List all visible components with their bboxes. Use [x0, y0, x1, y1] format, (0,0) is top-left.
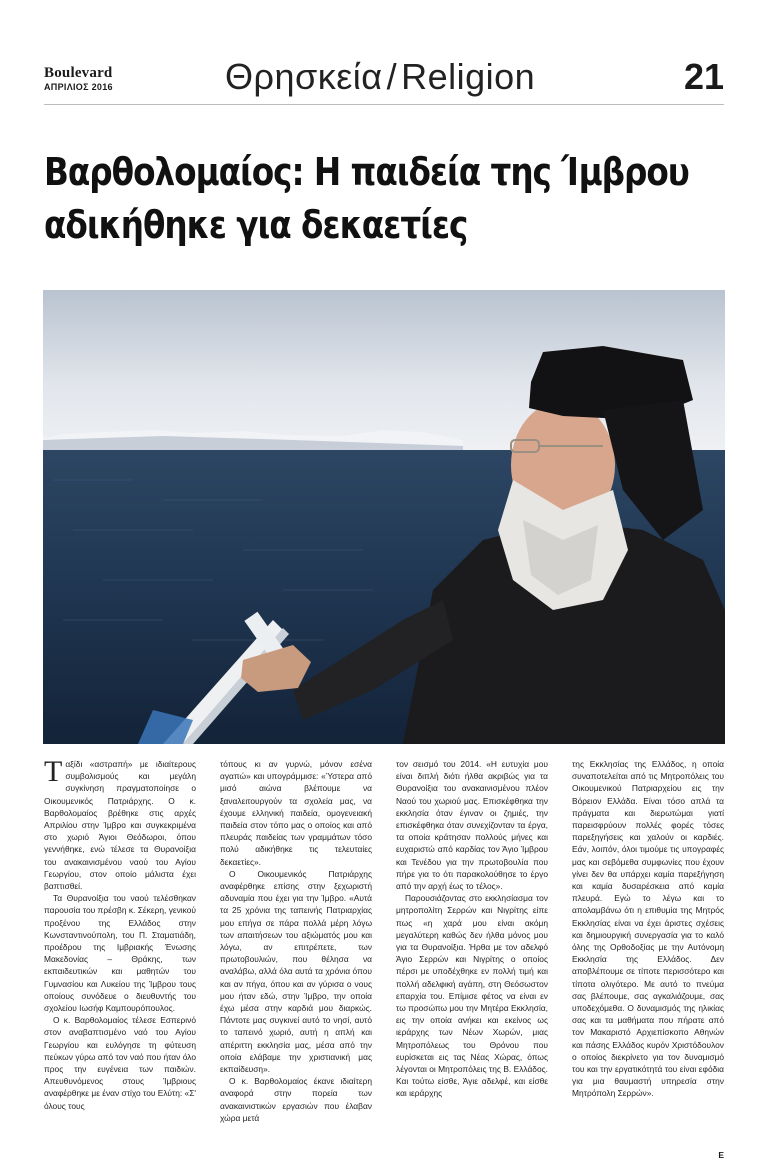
article-column-2: [220, 758, 372, 1124]
paragraph: Ο κ. Βαρθολομαίος έκανε ιδιαίτερη αναφορά στην πορεία των ανακαινιστικών εργασιών που έλαβαν χώρα μετά: [220, 1076, 372, 1123]
page-number: 21: [683, 56, 724, 97]
headline-line-1: Βαρθολομαίος: Η παιδεία της Ίμβρου: [44, 150, 689, 194]
article-photo: [43, 290, 725, 744]
paragraph: της Εκκλησίας της Ελλάδος, η οποία συναποτελείται από τις Μητροπόλεις του Οικουμενικού Πατριαρχείου εις την Βόρειον Ελλάδα. Είναι τόσο απλά τα πράγματα και διερωτώμαι γιατί παρεισφρύουν πολλές φορές τόσες παρεξηγήσεις και χαλούν οι καρδιές. Εάν, λοιπόν, όλοι τιμούμε τις υπογραφές μας και σεβόμεθα συμφωνίες που έχουν γίνει δεν θα υπάρχει καμία παρεξήγηση και καμία δυσαρέσκεια από καμία πλευρά. Εγώ το λέγω και το απολαμβάνω ότι η επιθυμία της Μητρός Εκκλησίας είναι να έχει άριστες σχέσεις και δημιουργική συνεργασία για το καλό όλης της Ορθοδοξίας με την Αυτόνομη Εκκλησία της Ελλάδος. Δεν αποβλέπουμε σε τίποτε περισσότερο και τίποτα ολιγότερο. Με αυτό το πνεύμα σας βλέπουμε, σας αγκαλιάζουμε, σας υποδεχόμεθα. Ο δυναμισμός της ηλικίας σας και τα μαθήματα που πήρατε από τον Μακαριστό Αρχιεπίσκοπο Αθηνών και πάσης Ελλάδος κυρόν Χριστόδουλον ο οποίος διεκρίνετο για τον δυναμισμό του και την εργατικότητά του είναι εφόδια για μια θαυμαστή υπηρεσία στην Μητρόπολη Σερρών».: [572, 759, 724, 1099]
paragraph: Ο κ. Βαρθολομαίος τέλεσε Εσπερινό στον αναβαπτισμένο ναό του Αγίου Γεωργίου και ευλόγησε τη φύτευση πεύκων γύρω από τον ναό που ήταν όλο προς την ευγένεια των παιδιών. Απευθυνόμενος στους Ίμβριους αναφέρθηκε με έναν στίχο του Ελύτη: «Σ' όλους τους: [44, 1015, 196, 1111]
drop-cap: Τ: [44, 755, 63, 788]
article-headline: [44, 146, 732, 252]
paragraph: Παρουσιάζοντας στο εκκλησίασμα τον μητροπολίτη Σερρών και Νιγρίτης είπε πως «η χαρά μου είναι ακόμη μεγαλύτερη καθώς δεν ήλθα μόνος μου για τα Θυρανοίξια. Ήρθα με τον αδελφό Άγιο Σερρών και Νιγρίτης ο οποίος πέρσι με υποδέχθηκε εν πολλή τιμή και πολλή αδελφική αγάπη, στη Θεόσωστον επαρχία του. Επίμισε φέτος να είναι εν τω προσώπω μου την Μητέρα Εκκλησία, εις την οποία ανήκει και εκείνος ως ιεράρχης των Νέων Χωρών, μιας Μητροπόλεως του Θρόνου που ευρίσκεται εις τας Νέας Χώρας, όπως λέγονται οι Μητροπόλεις της Β. Ελλάδος. Και τούτω είσθε, Άγιε αδελφέ, και είσθε και ιεράρχης: [396, 893, 548, 1099]
paragraph: τον σεισμό του 2014. «Η ευτυχία μου είναι διπλή διότι ήλθα ακριβώς για τα Θυρανοίξια του ανακαινισμένου πλέον Ναού του χωριού μας. Επισκέφθηκα την εκκλησία όταν έγιναν οι ζημιές, την επισκέφθηκα όταν συνεχίζονταν τα έργα, τα οποία κράτησαν πολλούς μήνες και ευχαριστώ από καρδίας τον Άγιο Ίμβρου και Τενέδου για την πρωτοβουλία που πήρε για το ότι παρακολούθησε το έργο από την αρχή έως το τέλος».: [396, 759, 548, 892]
article-column-1: [44, 755, 196, 1112]
magazine-brand: Boulevard: [44, 65, 113, 81]
headline-line-2: αδικήθηκε για δεκαετίες: [44, 203, 468, 247]
issue-date: ΑΠΡΙΛΙΟΣ 2016: [44, 82, 113, 92]
section-title-greek: Θρησκεία: [225, 56, 383, 97]
paragraph: Τα Θυρανοίξια του ναού τελέσθηκαν παρουσία του πρέσβη κ. Σέκερη, γενικού προξένου της Ελλάδος στην Κωνσταντινούπολη, του Π. Σταματιάδη, προέδρου της Ιμβριακής Ένωσης Μακεδονίας – Θράκης, των εκπαιδευτικών και μαθητών του Γυμνασίου και Λυκείου της Ίμβρου τους οποίους συνόδευε ο διευθυντής του σχολείου Ιωσήφ Καμπουρόπουλος.: [44, 893, 196, 1014]
section-separator: /: [386, 56, 398, 97]
article-body: [44, 755, 724, 1160]
end-mark: Ε: [718, 1150, 724, 1160]
header-divider: [44, 104, 724, 105]
paragraph: τόπους κι αν γυρνώ, μόνον εσένα αγαπώ» και υπογράμμισε: «Ύστερα από μισό αιώνα βλέπουμε να ξαναλειτουργούν τα σχολεία μας, να έχουμε ελληνική παιδεία, ομογενειακή παιδεία στον τόπο μας ο οποίος και από πλευράς παιδείας των γραμμάτων τόσο πολύ αδικήθηκε τις τελευταίες δεκαετίες».: [220, 759, 372, 867]
section-title-english: Religion: [401, 56, 536, 97]
photo-patriarch-at-sea-icon: [43, 290, 725, 744]
paragraph: Ταξίδι «αστραπή» με ιδιαίτερους συμβολισμούς και μεγάλη συγκίνηση πραγματοποίησε ο Οικουμενικός Πατριάρχης. Ο κ. Βαρθολομαίος βρέθηκε στις αρχές Απριλίου στην Ίμβρο και συγκεκριμένα στο χωριό Άγιοι Θεόδωροι, όπου γεννήθηκε, ενώ τέλεσε τα Θυρανοίξια του ανακαινισμένου ναού του Αγίου Γεωργίου, στον οποίο μάλιστα έχει βαπτισθεί.: [44, 755, 196, 892]
section-title: [225, 56, 535, 98]
article-column-3: [396, 758, 548, 1100]
paragraph: Ο Οικουμενικός Πατριάρχης αναφέρθηκε επίσης στην ξεχωριστή αδυναμία που έχει για την Ίμβρο. «Αυτά τα 25 χρόνια της ταπεινής Πατριαρχίας μου επήγα σε πάρα πολλά μέρη λόγω των απαιτήσεων του αξιώματός μου και λόγω, αν επιτρέπετε, των πρωτοβουλιών, που θέλησα να αναλάβω, αλλά όλα αυτά τα χρόνια όπου και αν πήγα, όπου και αν γύρισα ο νους μου ήταν εδώ, στην Ίμβρο, την οποία έχω μέσα στην καρδιά μου διαρκώς. Πάντοτε μας συγκινεί αυτό το νησί, αυτό το ταπεινό χωριό, αυτή η απλή και απέριττη εκκλησία μας, μέσα από την οποία ελάβαμε την χριστιανική μας εκπαίδευση».: [220, 868, 372, 1075]
article-column-4: [572, 758, 724, 1100]
